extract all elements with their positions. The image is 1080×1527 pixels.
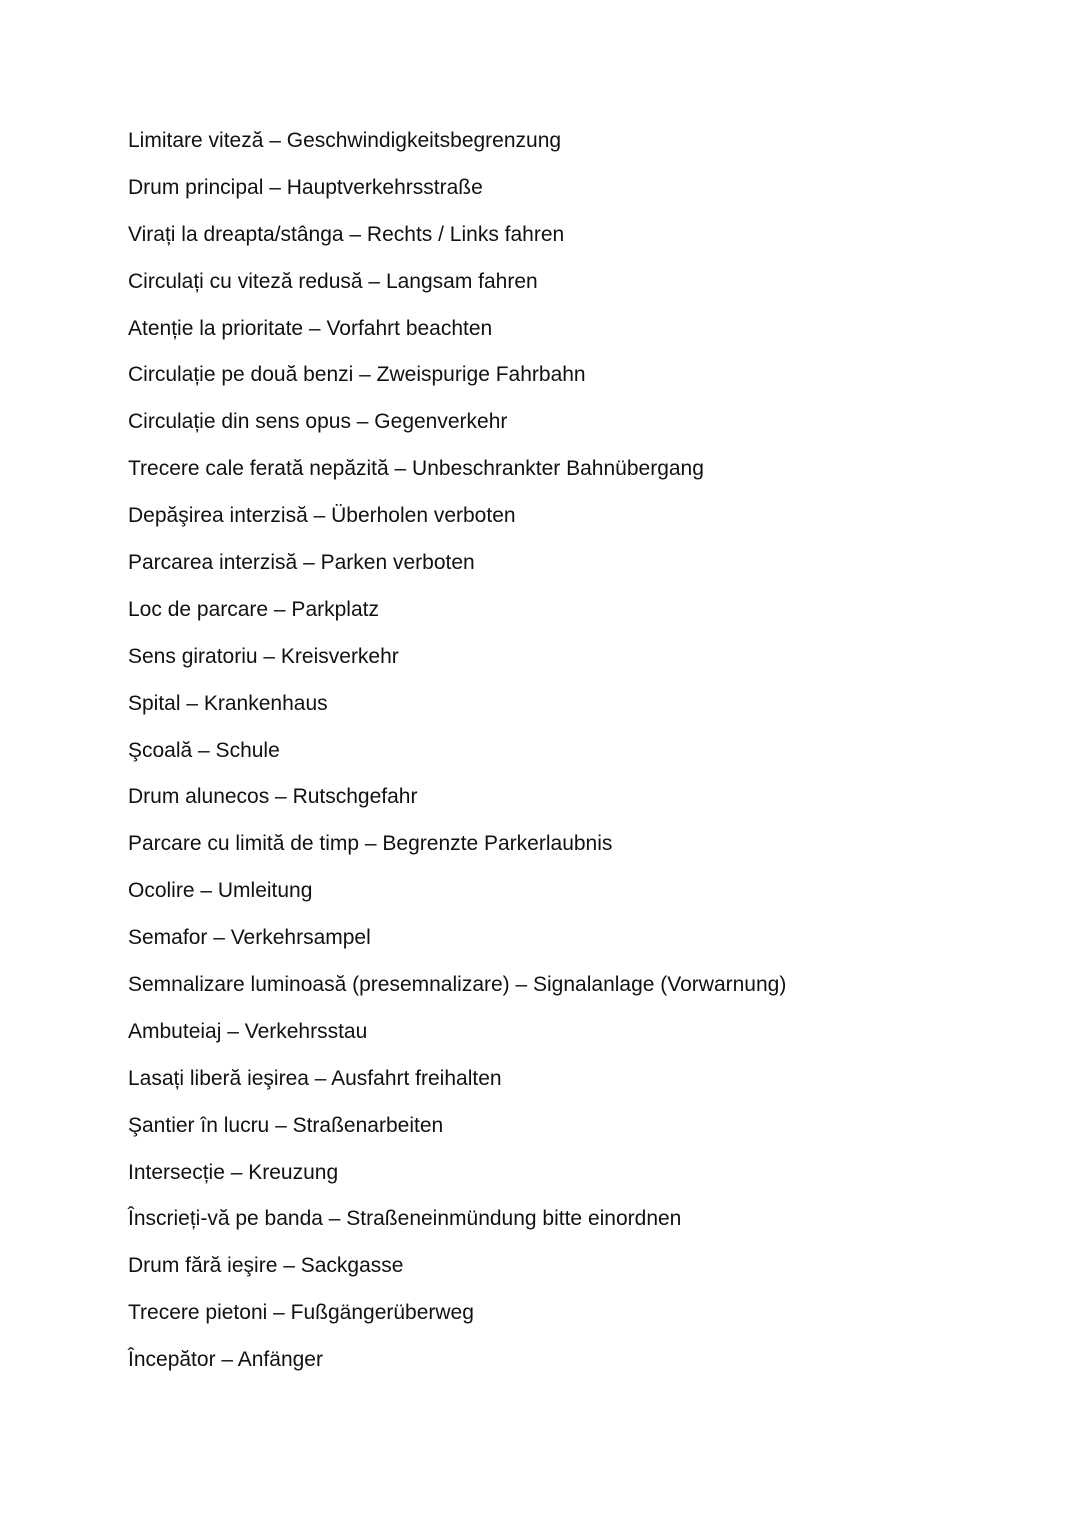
vocab-entry: Ambuteiaj – Verkehrsstau bbox=[128, 1019, 368, 1043]
vocab-entry: Trecere pietoni – Fußgängerüberweg bbox=[128, 1301, 474, 1325]
vocab-entry: Semnalizare luminoasă (presemnalizare) – Signalanlage (Vorwarnung) bbox=[128, 973, 787, 997]
vocab-entry: Sens giratoriu – Kreisverkehr bbox=[128, 644, 399, 668]
vocab-entry: Şantier în lucru – Straßenarbeiten bbox=[128, 1113, 444, 1137]
vocab-entry: Loc de parcare – Parkplatz bbox=[128, 597, 379, 621]
vocab-entry: Virați la dreapta/stânga – Rechts / Links fahren bbox=[128, 222, 565, 246]
vocab-entry: Parcare cu limită de timp – Begrenzte Parkerlaubnis bbox=[128, 832, 613, 856]
vocab-entry: Lasați liberă ieşirea – Ausfahrt freihalten bbox=[128, 1066, 502, 1090]
vocab-entry: Trecere cale ferată nepăzită – Unbeschrankter Bahnübergang bbox=[128, 457, 704, 481]
vocab-entry: Înscrieți-vă pe banda – Straßeneinmündung bitte einordnen bbox=[128, 1207, 682, 1231]
vocab-entry: Drum principal – Hauptverkehrsstraße bbox=[128, 175, 483, 199]
vocab-entry: Atenție la prioritate – Vorfahrt beachten bbox=[128, 316, 493, 340]
vocab-entry: Intersecție – Kreuzung bbox=[128, 1160, 339, 1184]
vocab-entry: Parcarea interzisă – Parken verboten bbox=[128, 551, 475, 575]
vocab-entry: Circulație din sens opus – Gegenverkehr bbox=[128, 410, 508, 434]
vocabulary-list bbox=[128, 118, 786, 1384]
vocab-entry: Drum fără ieşire – Sackgasse bbox=[128, 1254, 404, 1278]
vocab-entry: Spital – Krankenhaus bbox=[128, 691, 328, 715]
vocab-entry: Semafor – Verkehrsampel bbox=[128, 926, 371, 950]
vocab-entry: Depăşirea interzisă – Überholen verboten bbox=[128, 504, 516, 528]
vocab-entry: Şcoală – Schule bbox=[128, 738, 280, 762]
vocab-entry: Circulație pe două benzi – Zweispurige Fahrbahn bbox=[128, 363, 586, 387]
vocab-entry: Limitare viteză – Geschwindigkeitsbegrenzung bbox=[128, 129, 562, 152]
vocab-entry: Ocolire – Umleitung bbox=[128, 879, 313, 903]
vocab-entry: Începător – Anfänger bbox=[128, 1348, 323, 1372]
vocab-entry: Drum alunecos – Rutschgefahr bbox=[128, 785, 418, 809]
vocab-entry: Circulați cu viteză redusă – Langsam fahren bbox=[128, 269, 538, 293]
